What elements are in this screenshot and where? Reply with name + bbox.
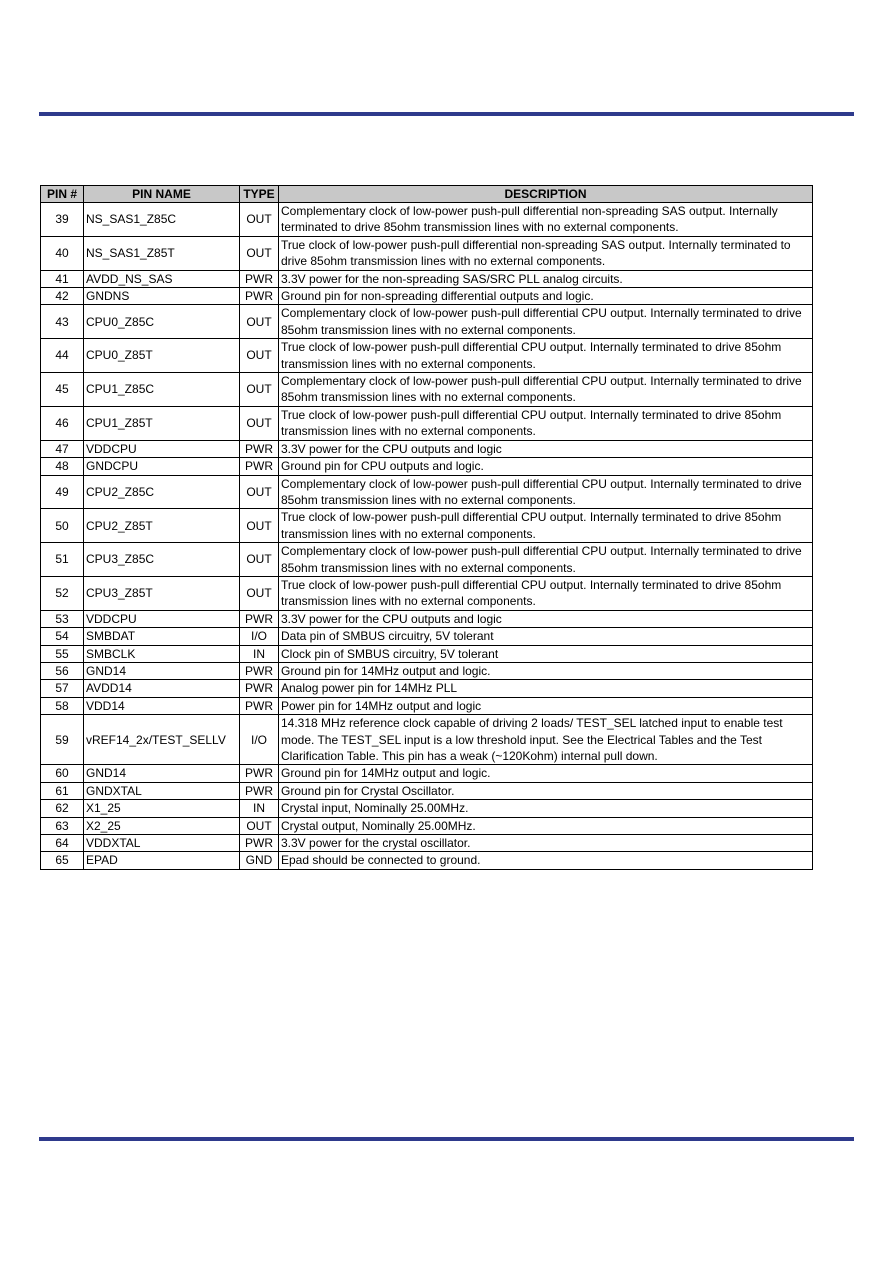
- pin-description-cell: Crystal output, Nominally 25.00MHz.: [279, 817, 813, 834]
- pin-number-cell: 60: [41, 765, 84, 782]
- pin-number-cell: 57: [41, 680, 84, 697]
- pin-description-cell: 3.3V power for the crystal oscillator.: [279, 835, 813, 852]
- pin-type-cell: OUT: [240, 543, 279, 577]
- pin-description-cell: Power pin for 14MHz output and logic: [279, 697, 813, 714]
- table-row: [41, 543, 813, 577]
- pin-number-cell: 63: [41, 817, 84, 834]
- header-rule: [39, 112, 854, 116]
- pin-description-cell: Complementary clock of low-power push-pull differential CPU output. Internally terminated to drive 85ohm transmission lines with no external components.: [279, 305, 813, 339]
- pin-type-cell: OUT: [240, 406, 279, 440]
- pin-number-cell: 54: [41, 628, 84, 645]
- pin-type-cell: PWR: [240, 782, 279, 799]
- pin-name-cell: NS_SAS1_Z85C: [84, 203, 240, 237]
- pin-description-table: [40, 185, 813, 870]
- pin-description-cell: True clock of low-power push-pull differential CPU output. Internally terminated to drive 85ohm transmission lines with no external components.: [279, 339, 813, 373]
- pin-name-cell: vREF14_2x/TEST_SELLV: [84, 715, 240, 765]
- pin-name-cell: CPU2_Z85T: [84, 509, 240, 543]
- table-row: [41, 458, 813, 475]
- pin-name-cell: VDDXTAL: [84, 835, 240, 852]
- pin-name-cell: SMBCLK: [84, 645, 240, 662]
- pin-description-cell: Complementary clock of low-power push-pull differential CPU output. Internally terminated to drive 85ohm transmission lines with no external components.: [279, 475, 813, 509]
- pin-number-cell: 58: [41, 697, 84, 714]
- pin-number-cell: 55: [41, 645, 84, 662]
- pin-description-cell: Data pin of SMBUS circuitry, 5V tolerant: [279, 628, 813, 645]
- pin-type-cell: PWR: [240, 440, 279, 457]
- pin-name-cell: VDD14: [84, 697, 240, 714]
- table-row: [41, 645, 813, 662]
- pin-type-cell: I/O: [240, 628, 279, 645]
- pin-number-cell: 51: [41, 543, 84, 577]
- pin-number-cell: 59: [41, 715, 84, 765]
- pin-number-cell: 43: [41, 305, 84, 339]
- table-row: [41, 800, 813, 817]
- pin-name-cell: CPU2_Z85C: [84, 475, 240, 509]
- pin-name-cell: CPU3_Z85C: [84, 543, 240, 577]
- pin-description-cell: Crystal input, Nominally 25.00MHz.: [279, 800, 813, 817]
- table-row: [41, 509, 813, 543]
- pin-description-cell: True clock of low-power push-pull differential CPU output. Internally terminated to drive 85ohm transmission lines with no external components.: [279, 576, 813, 610]
- pin-description-cell: Ground pin for 14MHz output and logic.: [279, 765, 813, 782]
- pin-name-cell: GNDNS: [84, 288, 240, 305]
- table-row: [41, 305, 813, 339]
- pin-number-cell: 61: [41, 782, 84, 799]
- pin-number-cell: 49: [41, 475, 84, 509]
- pin-description-cell: 3.3V power for the CPU outputs and logic: [279, 610, 813, 627]
- pin-number-cell: 39: [41, 203, 84, 237]
- pin-number-cell: 65: [41, 852, 84, 869]
- pin-type-cell: PWR: [240, 288, 279, 305]
- pin-number-cell: 50: [41, 509, 84, 543]
- pin-description-cell: Complementary clock of low-power push-pull differential CPU output. Internally terminated to drive 85ohm transmission lines with no external components.: [279, 373, 813, 407]
- pin-type-cell: OUT: [240, 203, 279, 237]
- table-row: [41, 440, 813, 457]
- pin-number-cell: 44: [41, 339, 84, 373]
- pin-name-cell: EPAD: [84, 852, 240, 869]
- table-row: [41, 373, 813, 407]
- pin-description-cell: Complementary clock of low-power push-pull differential non-spreading SAS output. Internally terminated to drive 85ohm transmission lines with no external components.: [279, 203, 813, 237]
- pin-name-cell: GNDXTAL: [84, 782, 240, 799]
- pin-name-header: PIN NAME: [84, 186, 240, 203]
- pin-description-cell: Ground pin for Crystal Oscillator.: [279, 782, 813, 799]
- pin-number-cell: 41: [41, 270, 84, 287]
- table-row: [41, 288, 813, 305]
- pin-number-header: PIN #: [41, 186, 84, 203]
- pin-name-cell: CPU0_Z85C: [84, 305, 240, 339]
- pin-type-cell: PWR: [240, 662, 279, 679]
- pin-type-cell: GND: [240, 852, 279, 869]
- pin-description-cell: Clock pin of SMBUS circuitry, 5V tolerant: [279, 645, 813, 662]
- table-row: [41, 680, 813, 697]
- pin-number-cell: 53: [41, 610, 84, 627]
- pin-description-cell: True clock of low-power push-pull differential non-spreading SAS output. Internally terminated to drive 85ohm transmission lines with no external components.: [279, 236, 813, 270]
- pin-type-cell: IN: [240, 645, 279, 662]
- pin-name-cell: SMBDAT: [84, 628, 240, 645]
- pin-description-cell: 14.318 MHz reference clock capable of driving 2 loads/ TEST_SEL latched input to enable test mode. The TEST_SEL input is a low threshold input. See the Electrical Tables and the Test Clarification Table. This pin has a weak (~120Kohm) internal pull down.: [279, 715, 813, 765]
- pin-type-cell: I/O: [240, 715, 279, 765]
- table-body: [41, 203, 813, 870]
- pin-name-cell: CPU1_Z85T: [84, 406, 240, 440]
- table-row: [41, 628, 813, 645]
- pin-type-cell: PWR: [240, 610, 279, 627]
- pin-number-cell: 62: [41, 800, 84, 817]
- pin-name-cell: AVDD_NS_SAS: [84, 270, 240, 287]
- pin-number-cell: 42: [41, 288, 84, 305]
- table-row: [41, 236, 813, 270]
- pin-name-cell: AVDD14: [84, 680, 240, 697]
- pin-type-cell: OUT: [240, 817, 279, 834]
- pin-description-cell: Ground pin for 14MHz output and logic.: [279, 662, 813, 679]
- pin-description-cell: 3.3V power for the CPU outputs and logic: [279, 440, 813, 457]
- table-row: [41, 782, 813, 799]
- table-row: [41, 715, 813, 765]
- table-row: [41, 662, 813, 679]
- pin-description-table-container: [40, 185, 812, 870]
- pin-number-cell: 46: [41, 406, 84, 440]
- table-row: [41, 576, 813, 610]
- pin-type-cell: OUT: [240, 339, 279, 373]
- table-row: [41, 697, 813, 714]
- description-header: DESCRIPTION: [279, 186, 813, 203]
- pin-number-cell: 48: [41, 458, 84, 475]
- table-row: [41, 835, 813, 852]
- pin-type-cell: OUT: [240, 576, 279, 610]
- pin-name-cell: CPU3_Z85T: [84, 576, 240, 610]
- footer-rule: [39, 1137, 854, 1141]
- table-row: [41, 765, 813, 782]
- table-row: [41, 475, 813, 509]
- table-row: [41, 339, 813, 373]
- pin-name-cell: X2_25: [84, 817, 240, 834]
- pin-type-cell: PWR: [240, 680, 279, 697]
- pin-name-cell: X1_25: [84, 800, 240, 817]
- pin-name-cell: NS_SAS1_Z85T: [84, 236, 240, 270]
- pin-type-cell: PWR: [240, 697, 279, 714]
- pin-type-cell: PWR: [240, 835, 279, 852]
- pin-type-cell: PWR: [240, 270, 279, 287]
- pin-type-cell: OUT: [240, 373, 279, 407]
- pin-description-cell: True clock of low-power push-pull differential CPU output. Internally terminated to drive 85ohm transmission lines with no external components.: [279, 509, 813, 543]
- pin-name-cell: VDDCPU: [84, 440, 240, 457]
- pin-name-cell: GND14: [84, 662, 240, 679]
- table-header-row: [41, 186, 813, 203]
- pin-type-cell: OUT: [240, 305, 279, 339]
- pin-type-cell: PWR: [240, 765, 279, 782]
- pin-type-cell: OUT: [240, 509, 279, 543]
- pin-type-cell: IN: [240, 800, 279, 817]
- pin-number-cell: 52: [41, 576, 84, 610]
- pin-number-cell: 64: [41, 835, 84, 852]
- table-row: [41, 406, 813, 440]
- table-row: [41, 610, 813, 627]
- pin-type-header: TYPE: [240, 186, 279, 203]
- pin-name-cell: GNDCPU: [84, 458, 240, 475]
- pin-description-cell: True clock of low-power push-pull differential CPU output. Internally terminated to drive 85ohm transmission lines with no external components.: [279, 406, 813, 440]
- pin-description-cell: 3.3V power for the non-spreading SAS/SRC PLL analog circuits.: [279, 270, 813, 287]
- pin-description-cell: Ground pin for CPU outputs and logic.: [279, 458, 813, 475]
- pin-description-cell: Epad should be connected to ground.: [279, 852, 813, 869]
- table-row: [41, 270, 813, 287]
- pin-number-cell: 45: [41, 373, 84, 407]
- pin-description-cell: Analog power pin for 14MHz PLL: [279, 680, 813, 697]
- pin-name-cell: CPU1_Z85C: [84, 373, 240, 407]
- pin-description-cell: Ground pin for non-spreading differential outputs and logic.: [279, 288, 813, 305]
- table-row: [41, 203, 813, 237]
- table-row: [41, 817, 813, 834]
- pin-name-cell: GND14: [84, 765, 240, 782]
- pin-type-cell: OUT: [240, 236, 279, 270]
- pin-type-cell: PWR: [240, 458, 279, 475]
- pin-description-cell: Complementary clock of low-power push-pull differential CPU output. Internally terminated to drive 85ohm transmission lines with no external components.: [279, 543, 813, 577]
- pin-name-cell: CPU0_Z85T: [84, 339, 240, 373]
- pin-number-cell: 47: [41, 440, 84, 457]
- pin-number-cell: 40: [41, 236, 84, 270]
- table-row: [41, 852, 813, 869]
- pin-type-cell: OUT: [240, 475, 279, 509]
- pin-number-cell: 56: [41, 662, 84, 679]
- pin-name-cell: VDDCPU: [84, 610, 240, 627]
